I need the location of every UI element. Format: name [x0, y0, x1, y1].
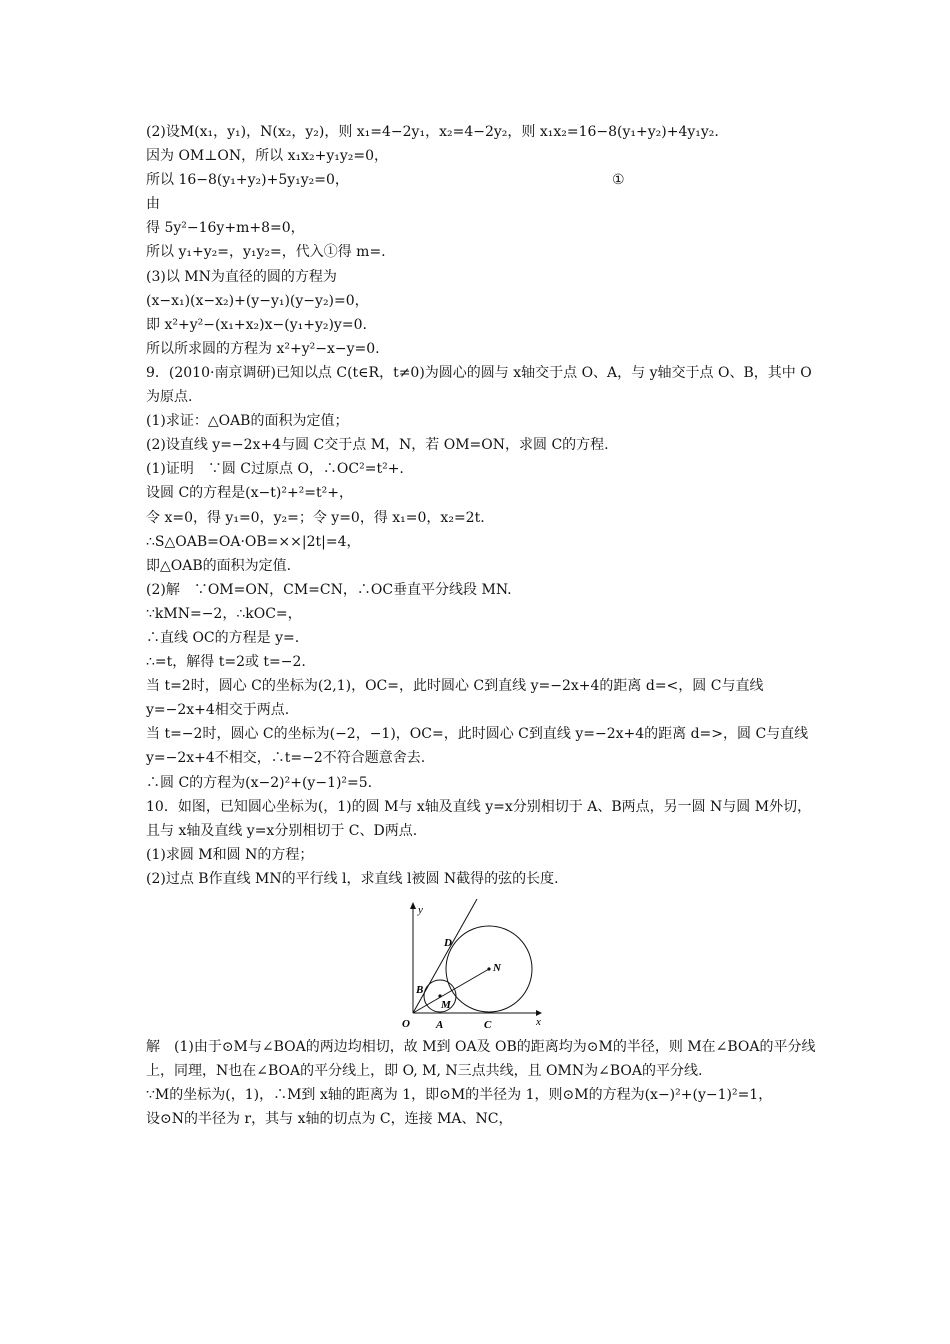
text-line: 所以 y₁+y₂=，y₁y₂=，代入①得 m=. [146, 244, 386, 261]
solution-paragraph: ∵M的坐标为(，1)，∴M到 x轴的距离为 1，即⊙M的半径为 1，则⊙M的方程为(x−)²+(y−1)²=1， [146, 1087, 773, 1104]
label-b: B [416, 984, 424, 996]
text-line: (x−x₁)(x−x₂)+(y−y₁)(y−y₂)=0， [146, 292, 369, 309]
text-line: (2)解 ∵OM=ON，CM=CN，∴OC垂直平分线段 MN. [146, 581, 512, 598]
problem-9-statement: 9．(2010·南京调研)已知以点 C(t∈R，t≠0)为圆心的圆与 x轴交于点 O、A，与 y轴交于点 O、B，其中 O为原点. [146, 364, 812, 406]
text-line: 设圆 C的方程是(x−t)²+²=t²+， [146, 485, 353, 502]
text-line: ∵kMN=−2，∴kOC=， [146, 605, 302, 622]
tangent-circles-diagram [396, 897, 556, 1031]
text-line: ∴圆 C的方程为(x−2)²+(y−1)²=5. [146, 774, 373, 791]
text-line: (2)设直线 y=−2x+4与圆 C交于点 M，N，若 OM=ON，求圆 C的方程. [146, 437, 609, 454]
text-line: (1)求证：△OAB的面积为定值； [146, 413, 349, 430]
text-line: 令 x=0，得 y₁=0，y₂=；令 y=0，得 x₁=0，x₂=2t. [146, 509, 485, 526]
equation-marker: ① [612, 172, 625, 189]
label-d: D [444, 937, 452, 949]
text-line: ∴=t，解得 t=2或 t=−2. [146, 654, 306, 671]
text-line: 所以所求圆的方程为 x²+y²−x−y=0. [146, 340, 380, 357]
text-paragraph: 当 t=2时，圆心 C的坐标为(2,1)，OC=，此时圆心 C到直线 y=−2x+4的距离 d=<，圆 C与直线 y=−2x+4相交于两点. [146, 678, 764, 719]
problem-10-statement: 10．如图，已知圆心坐标为(，1)的圆 M与 x轴及直线 y=x分别相切于 A、B两点，另一圆 N与圆 M外切，且与 x轴及直线 y=x分别相切于 C、D两点. [146, 798, 812, 839]
text-line: 设⊙N的半径为 r，其与 x轴的切点为 C，连接 MA、NC， [146, 1111, 513, 1128]
label-y: y [418, 904, 423, 916]
label-c: C [484, 1019, 492, 1031]
geometry-figure [146, 897, 816, 1031]
text-line: (1)求圆 M和圆 N的方程； [146, 846, 314, 863]
solution-paragraph: 解 (1)由于⊙M与∠BOA的两边均相切，故 M到 OA及 OB的距离均为⊙M的半径，则 M在∠BOA的平分线上，同理，N也在∠BOA的平分线上，即 O, M, N三点共线，且 OMN为∠BOA的平分线. [146, 1039, 816, 1080]
text-line [146, 168, 816, 192]
label-x: x [536, 1016, 541, 1028]
document-page [146, 120, 816, 1131]
text-line: ∴S△OAB=OA·OB=××|2t|=4， [146, 533, 361, 550]
center-n-point [487, 967, 490, 970]
label-a: A [436, 1019, 444, 1031]
text-line: 因为 OM⊥ON，所以 x₁x₂+y₁y₂=0， [146, 148, 389, 165]
label-n: N [493, 962, 501, 974]
text-line: (1)证明 ∵圆 C过原点 O，∴OC²=t²+. [146, 461, 404, 478]
label-o: O [402, 1018, 410, 1030]
text-line: 由 [146, 196, 160, 213]
text-line: (3)以 MN为直径的圆的方程为 [146, 268, 337, 285]
center-m-point [438, 994, 441, 997]
text-paragraph: 当 t=−2时，圆心 C的坐标为(−2，−1)，OC=，此时圆心 C到直线 y=−2x+4的距离 d=>，圆 C与直线 y=−2x+4不相交，∴t=−2不符合题意舍去. [146, 726, 809, 767]
text-line: (2)过点 B作直线 MN的平行线 l，求直线 l被圆 N截得的弦的长度. [146, 870, 559, 887]
equation-text: 所以 16−8(y₁+y₂)+5y₁y₂=0， [146, 172, 349, 189]
text-line: 即△OAB的面积为定值. [146, 557, 292, 574]
y-axis-arrow [410, 902, 416, 909]
text-line: 得 5y²−16y+m+8=0， [146, 220, 305, 237]
text-line: ∴直线 OC的方程是 y=. [146, 629, 300, 646]
text-line: (2)设M(x₁，y₁)，N(x₂，y₂)，则 x₁=4−2y₁，x₂=4−2y₂，则 x₁x₂=16−8(y₁+y₂)+4y₁y₂. [146, 124, 719, 140]
text-line: 即 x²+y²−(x₁+x₂)x−(y₁+y₂)y=0. [146, 316, 367, 333]
label-m: M [441, 999, 451, 1011]
